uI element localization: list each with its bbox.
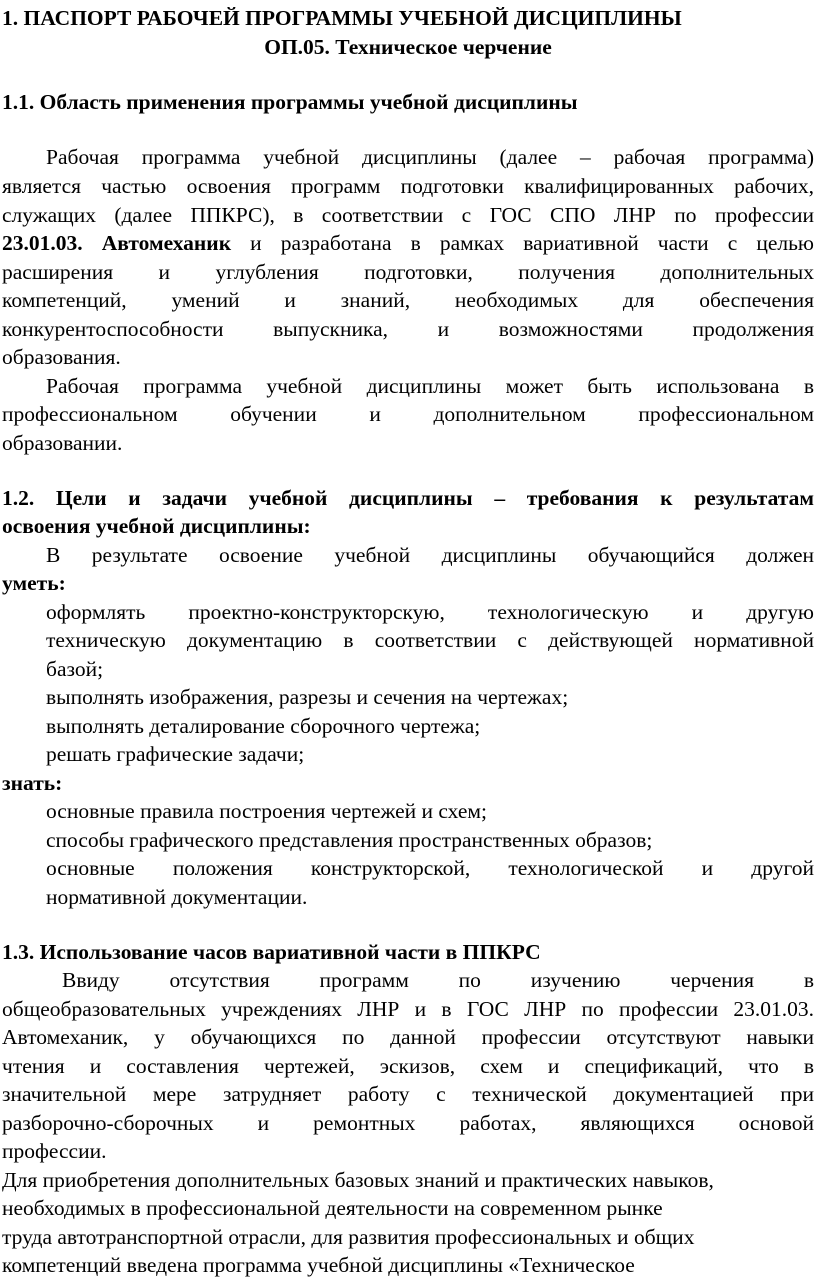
paragraph-line: Рабочая программа учебной дисциплины (далее – рабочая программа) [46, 145, 814, 169]
paragraph-line: В результате освоение учебной дисциплины обучающийся должен [46, 543, 814, 567]
paragraph-line: общеобразовательных учреждениях ЛНР и в ГОС ЛНР по профессии 23.01.03. [2, 997, 814, 1021]
list-item: техническую документацию в соответствии с действующей нормативной [46, 628, 814, 652]
discipline-title: ОП.05. Техническое черчение [264, 35, 552, 59]
list-item: основные правила построения чертежей и схем; [46, 799, 488, 823]
paragraph-line: значительной мере затрудняет работу с технической документацией при [2, 1082, 814, 1106]
paragraph-line: конкурентоспособности выпускника, и возможностями продолжения [2, 317, 814, 341]
list-item: способы графического представления пространственных образов; [46, 828, 653, 852]
paragraph-line [2, 229, 814, 258]
paragraph-line: компетенций введена программа учебной дисциплины «Техническое [2, 1253, 635, 1277]
knowledge-label: знать: [2, 771, 63, 795]
list-item: основные положения конструкторской, технологической и другой [46, 856, 814, 880]
paragraph-line: образовании. [2, 431, 123, 455]
list-item: выполнять изображения, разрезы и сечения на чертежах; [46, 685, 569, 709]
paragraph-line: профессиональном обучении и дополнительном профессиональном [2, 402, 814, 426]
paragraph-line: Ввиду отсутствия программ по изучению черчения в [62, 968, 814, 992]
list-item: оформлять проектно-конструкторскую, технологическую и другую [46, 600, 814, 624]
paragraph-line: является частью освоения программ подготовки квалифицированных рабочих, [2, 174, 814, 198]
document-title: 1. ПАСПОРТ РАБОЧЕЙ ПРОГРАММЫ УЧЕБНОЙ ДИСЦИПЛИНЫ [2, 6, 682, 30]
list-item: базой; [46, 657, 104, 681]
paragraph-line: чтения и составления чертежей, эскизов, схем и спецификаций, что в [2, 1054, 814, 1078]
paragraph-line: служащих (далее ППКРС), в соответствии с ГОС СПО ЛНР по профессии [2, 203, 814, 227]
paragraph-line: Автомеханик, у обучающихся по данной профессии отсутствуют навыки [2, 1025, 814, 1049]
paragraph-line: образования. [2, 345, 121, 369]
paragraph-line: расширения и углубления подготовки, получения дополнительных [2, 260, 814, 284]
profession-code-name: 23.01.03. Автомеханик [2, 231, 232, 255]
paragraph-text: и разработана в рамках вариативной части с целью [231, 231, 814, 255]
list-item: решать графические задачи; [46, 742, 305, 766]
paragraph-line: Для приобретения дополнительных базовых знаний и практических навыков, [2, 1168, 714, 1192]
paragraph-line: необходимых в профессиональной деятельности на современном рынке [2, 1196, 663, 1220]
paragraph-line: компетенций, умений и знаний, необходимых для обеспечения [2, 288, 814, 312]
paragraph-line: разборочно-сборочных и ремонтных работах, являющихся основой [2, 1111, 814, 1135]
skills-label: уметь: [2, 571, 66, 595]
paragraph-line: профессии. [2, 1139, 107, 1163]
paragraph-line: Рабочая программа учебной дисциплины может быть использована в [46, 374, 814, 398]
section-1-1-heading: 1.1. Область применения программы учебной дисциплины [2, 90, 578, 114]
paragraph-line: труда автотранспортной отрасли, для развития профессиональных и общих [2, 1225, 695, 1249]
section-1-2-heading-cont: освоения учебной дисциплины: [2, 514, 311, 538]
section-1-2-heading: 1.2. Цели и задачи учебной дисциплины – требования к результатам [2, 486, 814, 510]
list-item: выполнять деталирование сборочного чертежа; [46, 714, 481, 738]
section-1-3-heading: 1.3. Использование часов вариативной части в ППКРС [2, 940, 541, 964]
list-item: нормативной документации. [46, 885, 308, 909]
